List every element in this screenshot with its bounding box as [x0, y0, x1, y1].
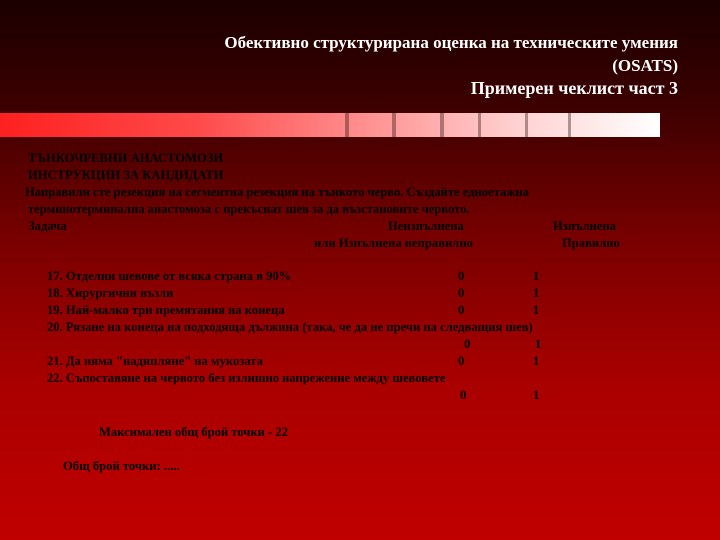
band-divider	[478, 113, 481, 137]
title-line-3: Примерен чеклист част 3	[470, 78, 678, 98]
band-divider	[525, 113, 528, 137]
score-done: 1	[533, 286, 540, 300]
column-header-not-done-2: или Изпълнена неправилно	[314, 236, 473, 250]
checklist-item-text: 20. Рязане на конеца на подходяща дължина (така, че да не пречи на следващия шев)	[47, 320, 533, 334]
score-not-done: 0	[460, 388, 467, 402]
section-heading: ТЪНКОЧРЕВНИ АНАСТОМОЗИ	[28, 151, 224, 165]
band-divider	[440, 113, 444, 137]
instructions-line-1: Направили сте резекция на сегментна резекция на тънкото черво. Създайте едноетажна	[25, 185, 529, 199]
score-not-done: 0	[458, 303, 465, 317]
band-divider	[392, 113, 396, 137]
column-header-done: Изпълнена	[553, 219, 616, 233]
checklist-item-text: 21. Да няма "надипляне" на мукозата	[47, 354, 263, 368]
total-points: Общ брой точки: .....	[63, 459, 180, 473]
band-divider	[568, 113, 571, 137]
task-label: Задача	[28, 219, 67, 233]
instructions-heading: ИНСТРУКЦИИ ЗА КАНДИДАТИ	[28, 168, 224, 182]
slide-title	[224, 31, 678, 100]
score-not-done: 0	[458, 269, 465, 283]
decorative-gradient-band	[0, 113, 660, 137]
title-line-1: Обективно структурирана оценка на техническите умения	[224, 33, 678, 52]
score-done: 1	[533, 354, 540, 368]
score-not-done: 0	[458, 286, 465, 300]
column-header-not-done: Неизпълнена	[388, 219, 464, 233]
score-done: 1	[533, 388, 540, 402]
band-divider	[345, 113, 349, 137]
score-done: 1	[533, 303, 540, 317]
score-done: 1	[533, 269, 540, 283]
score-done: 1	[535, 337, 542, 351]
score-not-done: 0	[464, 337, 471, 351]
max-total-points: Максимален общ брой точки - 22	[99, 425, 288, 439]
column-header-done-2: Правилно	[562, 236, 620, 250]
checklist-item-text: 19. Най-малко три премятания на конеца	[47, 303, 285, 317]
score-not-done: 0	[458, 354, 465, 368]
checklist-item-text: 18. Хирургични възли	[47, 286, 174, 300]
checklist-item-text: 17. Отделни шевове от всяка страна в 90%	[47, 269, 292, 283]
instructions-line-2: терминотерминална анастомоза с прекъснат шев за да възстановите червото.	[28, 202, 470, 216]
checklist-item-text: 22. Съпоставяне на червото без излишно напрежение между шевовете	[47, 371, 446, 385]
title-line-2: (OSATS)	[612, 56, 678, 75]
